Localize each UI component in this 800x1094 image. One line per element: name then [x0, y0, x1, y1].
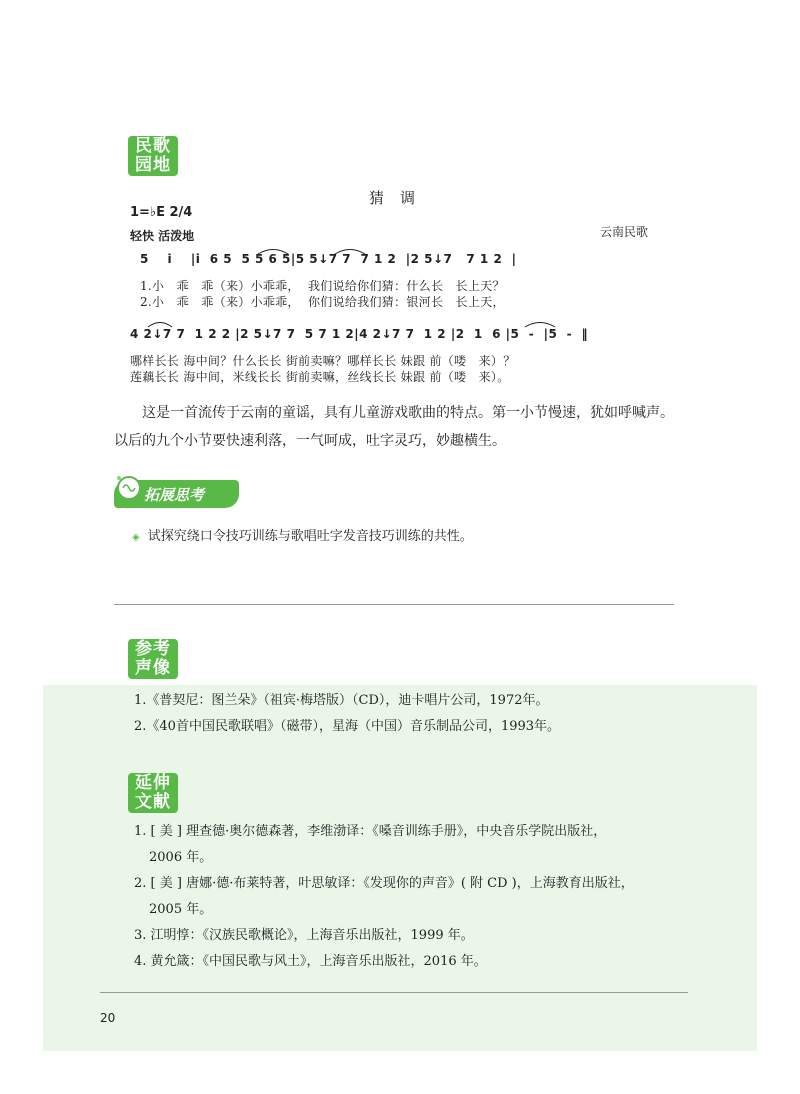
- score-row1-lyric1: 1.小 乖 乖（来）小乖乖， 我们说给你们猜：什么长 长上天？: [140, 279, 505, 293]
- section-divider: [114, 604, 674, 605]
- reading-item: 1. [ 美 ] 理查德·奥尔德森著，李维渤译：《嗓音训练手册》，中央音乐学院出版社，: [134, 824, 607, 839]
- reading-item: 3. 江明惇：《汉族民歌概论》，上海音乐出版社，1999 年。: [134, 928, 474, 943]
- slur-marks-row2: [130, 318, 660, 328]
- description-line2: 以后的九个小节要快速利落，一气呵成，吐字灵巧，妙趣横生。: [114, 433, 506, 449]
- reading-tag-line2: 文献: [135, 792, 171, 812]
- song-description: [114, 399, 684, 455]
- expand-thinking-text: 试探究绕口令技巧训练与歌唱吐字发音技巧训练的共性。: [147, 529, 473, 544]
- media-tag-line1: 参考: [135, 639, 171, 659]
- expand-thinking-item: [132, 525, 473, 544]
- score-row2-notes: 4 2↓7 7 1 2 2 |2 5↓7 7 5 7 1 2|4 2↓7 7 1 2 |2 1 6 |5 - |5 - ‖: [130, 327, 588, 341]
- song-origin: 云南民歌: [600, 225, 649, 239]
- reading-item: 4. 黄允箴：《中国民歌与风土》，上海音乐出版社，2016 年。: [134, 954, 487, 969]
- score-row1-lyric2: 2.小 乖 乖（来）小乖乖， 你们说给我们猜：银河长 长上天，: [140, 295, 505, 309]
- media-tag: [128, 639, 178, 679]
- media-item: 2.《40首中国民歌联唱》（磁带），星海（中国）音乐制品公司，1993年。: [134, 719, 561, 734]
- reading-list: [134, 819, 634, 975]
- reading-item: 2. [ 美 ] 唐娜·德·布莱特著，叶思敏译：《发现你的声音》( 附 CD )，上海教育出版社，: [134, 876, 634, 891]
- page-number: 20: [100, 1011, 116, 1025]
- score-row2-lyric2: 莲藕长长 海中间，米线长长 街前卖嘛，丝线长长 妹跟 前（喽 来）。: [130, 370, 510, 384]
- folk-song-tag: [128, 136, 178, 176]
- slur-marks-row1: [140, 245, 660, 255]
- song-key: 1=♭E 2/4: [130, 205, 193, 220]
- footer-divider: [100, 992, 688, 993]
- media-item: 1.《普契尼：图兰朵》（祖宾·梅塔版）（CD），迪卡唱片公司，1972年。: [134, 693, 549, 708]
- folk-tag-line1: 民歌: [135, 136, 171, 156]
- folk-tag-line2: 园地: [135, 155, 171, 175]
- description-line1: 这是一首流传于云南的童谣，具有儿童游戏歌曲的特点。第一小节慢速，犹如呼喊声。: [142, 405, 674, 421]
- media-list: [134, 688, 560, 740]
- reading-tag-line1: 延伸: [135, 773, 171, 793]
- song-tempo: 轻快 活泼地: [130, 229, 195, 243]
- diamond-bullet-icon: ◈: [132, 532, 140, 543]
- score-row2-lyric1: 哪样长长 海中间？什么长长 街前卖嘛？哪样长长 妹跟 前（喽 来）？: [130, 354, 516, 368]
- reading-item-cont: 2006 年。: [149, 850, 213, 865]
- brain-icon: [114, 474, 142, 508]
- media-tag-line2: 声像: [135, 658, 171, 678]
- expand-thinking-title: 拓展思考: [144, 485, 205, 504]
- reading-tag: [128, 773, 178, 813]
- song-title: 猜调: [368, 189, 431, 207]
- score-row1-notes: 5 i |i 6 5 5 5 6 5|5 5↓7 7 7 1 2 |2 5↓7 7 1 2 |: [140, 252, 517, 266]
- reading-item-cont: 2005 年。: [149, 902, 213, 917]
